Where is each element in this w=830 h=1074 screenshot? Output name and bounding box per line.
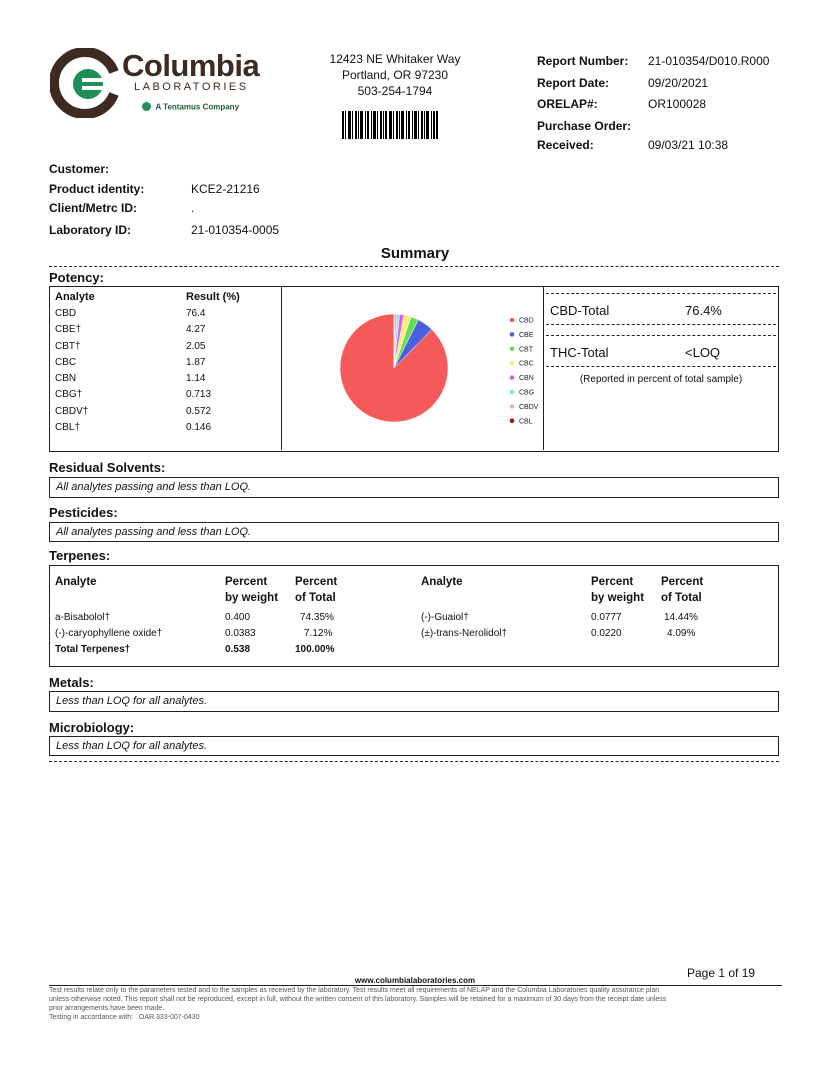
terpene-row — [421, 626, 698, 642]
legend-dot-cbe — [510, 332, 515, 337]
testing-value: OAR 333-007-0430 — [138, 1014, 200, 1021]
analyte-name: CBT† — [55, 340, 81, 352]
potency-row — [55, 387, 211, 403]
barcode — [342, 111, 438, 139]
legend-label-cbl: CBL — [519, 418, 533, 426]
legend-label-cbg: CBG — [519, 389, 535, 397]
lab-phone: 503-254-1794 — [357, 84, 433, 98]
analyte-result: 1.87 — [186, 356, 206, 368]
terpene-total-pot: 100.00% — [295, 644, 335, 655]
potency-rows — [55, 306, 211, 436]
purchase-order-label: Purchase Order: — [537, 118, 632, 133]
customer-label: Customer: — [49, 162, 110, 176]
lab-parent: A Tentamus Company — [155, 102, 240, 112]
terpene-pot: 14.44% — [664, 612, 698, 623]
terpene-pot: 4.09% — [667, 628, 696, 639]
customer-value — [191, 160, 279, 180]
terpene-pot: 74.35% — [300, 612, 334, 623]
potency-box — [49, 286, 779, 452]
analyte-name: CBDV† — [55, 405, 89, 417]
terp-h-pbw1-right: Percent — [591, 576, 634, 588]
laboratory-id: 21-010354-0005 — [191, 222, 280, 237]
legend-label-cbc: CBC — [519, 360, 534, 368]
lab-name: Columbia — [122, 48, 260, 83]
cbd-total-label: CBD-Total — [550, 303, 610, 318]
micro-note: Less than LOQ for all analytes. — [56, 740, 208, 752]
metals-title: Metals: — [49, 675, 94, 690]
analyte-result: 0.146 — [186, 422, 212, 434]
potency-row — [55, 404, 211, 420]
analyte-result: 4.27 — [186, 324, 206, 336]
lab-sub: LABORATORIES — [134, 81, 249, 93]
legend-dot-cbg — [510, 390, 515, 395]
potency-col-analyte: Analyte — [55, 291, 95, 303]
divider — [49, 761, 779, 762]
thc-total-label: THC-Total — [550, 345, 609, 360]
received-label: Received: — [537, 138, 594, 152]
terpene-pbw: 0.0383 — [225, 628, 256, 639]
terp-h-pbw2-right: by weight — [591, 592, 645, 604]
terp-h-pot2-right: of Total — [661, 592, 702, 604]
client-id: . — [191, 201, 195, 215]
residual-box — [49, 477, 779, 498]
legend-label-cbd: CBD — [519, 317, 534, 325]
report-number: 21-010354/D010.R000 — [648, 54, 770, 68]
page-number: Page 1 of 19 — [687, 966, 756, 980]
terpene-name: (-)-caryophyllene oxide† — [55, 628, 163, 639]
divider — [49, 266, 779, 267]
terp-h-pot1: Percent — [295, 576, 338, 588]
company-logo — [50, 48, 265, 118]
purchase-order — [648, 116, 769, 138]
residual-title: Residual Solvents: — [49, 460, 166, 475]
legend-dot-cbt — [510, 347, 515, 352]
analyte-name: CBC — [55, 356, 77, 368]
potency-row — [55, 306, 211, 322]
potency-pie-chart — [283, 289, 543, 449]
terpene-total-pbw: 0.538 — [225, 644, 251, 655]
legend-label-cbe: CBE — [519, 331, 534, 339]
totals-note: (Reported in percent of total sample) — [579, 374, 743, 385]
potency-col-result: Result (%) — [186, 291, 240, 303]
product-identity: KCE2-21216 — [191, 181, 260, 196]
report-date-label: Report Date: — [537, 75, 610, 90]
lab-address-line1: 12423 NE Whitaker Way — [329, 52, 461, 66]
tentamus-icon — [142, 102, 151, 111]
analyte-name: CBL† — [55, 422, 81, 434]
pesticides-note: All analytes passing and less than LOQ. — [56, 526, 252, 538]
terp-h-pot1-right: Percent — [661, 576, 704, 588]
disclaimer-line: Test results relate only to the parameters tested and to the samples as received by the laboratory. Test results meet all requirements of NELAP and the Columbia Laboratories quality assurance plan — [49, 987, 660, 994]
terpene-pbw: 0.0220 — [591, 628, 622, 639]
legend-dot-cbn — [510, 375, 515, 380]
analyte-result: 0.572 — [186, 405, 212, 417]
legend-label-cbdv: CBDV — [519, 403, 539, 411]
metals-note: Less than LOQ for all analytes. — [56, 695, 208, 707]
terpene-name: a-Bisabolol† — [55, 612, 111, 623]
disclaimer-line: prior arrangements have been made. — [49, 1005, 165, 1012]
thc-total-value: <LOQ — [685, 345, 721, 360]
received-date: 09/03/21 10:38 — [648, 138, 729, 152]
legend-dot-cbd — [510, 318, 515, 323]
terpene-pot: 7.12% — [304, 628, 333, 639]
cbd-total-value: 76.4% — [685, 303, 722, 318]
terpene-total-name: Total Terpenes† — [55, 644, 131, 655]
terp-h-analyte: Analyte — [55, 576, 97, 588]
potency-row — [55, 420, 211, 436]
potency-row — [55, 339, 211, 355]
analyte-result: 76.4 — [186, 308, 206, 319]
terp-h-pbw1: Percent — [225, 576, 268, 588]
analyte-result: 0.713 — [186, 389, 212, 401]
legend-label-cbt: CBT — [519, 346, 533, 354]
terp-h-pot2: of Total — [295, 592, 336, 604]
residual-note: All analytes passing and less than LOQ. — [56, 481, 252, 493]
micro-box — [49, 736, 779, 756]
laboratory-id-label: Laboratory ID: — [49, 222, 132, 237]
orelap-label: ORELAP#: — [537, 97, 598, 111]
testing-label: Testing in accordance with: — [49, 1014, 134, 1021]
legend-dot-cbdv — [510, 404, 515, 409]
footer-website[interactable]: www.columbialaboratories.com — [354, 976, 476, 985]
analyte-name: CBG† — [55, 389, 83, 401]
client-id-label: Client/Metrc ID: — [49, 201, 138, 215]
terpene-total-row — [55, 642, 334, 658]
potency-row — [55, 371, 211, 387]
report-number-label: Report Number: — [537, 54, 629, 68]
lab-address-line2: Portland, OR 97230 — [341, 68, 449, 82]
terp-h-analyte-right: Analyte — [421, 576, 463, 588]
report-date: 09/20/2021 — [648, 75, 709, 90]
potency-title: Potency: — [49, 270, 104, 285]
analyte-result: 2.05 — [186, 340, 206, 352]
product-identity-label: Product identity: — [49, 181, 145, 196]
pesticides-title: Pesticides: — [49, 505, 118, 520]
legend-label-cbn: CBN — [519, 375, 534, 383]
terpene-pbw: 0.400 — [225, 612, 251, 623]
micro-title: Microbiology: — [49, 720, 135, 735]
columbia-c-logo-icon — [50, 48, 120, 118]
analyte-name: CBE† — [55, 324, 82, 336]
terpene-row — [421, 610, 698, 626]
metals-box — [49, 691, 779, 712]
terpenes-box — [49, 565, 779, 667]
legend-dot-cbc — [510, 361, 515, 366]
terpenes-title: Terpenes: — [49, 548, 111, 563]
terp-h-pbw2: by weight — [225, 592, 279, 604]
legend-dot-cbl — [510, 419, 515, 424]
analyte-name: CBD — [55, 308, 77, 319]
potency-row — [55, 355, 211, 371]
terpene-name: (±)-trans-Nerolidol† — [421, 628, 508, 639]
terpene-name: (-)-Guaiol† — [421, 612, 469, 623]
pesticides-box — [49, 522, 779, 542]
terpene-row — [55, 610, 334, 626]
disclaimer-line: unless otherwise noted. This report shall not be reproduced, except in full, without the written consent of this laboratory. Samples will be retained for a maximum of 30 days from the receipt date unless — [49, 996, 667, 1003]
potency-row — [55, 322, 211, 338]
terpene-pbw: 0.0777 — [591, 612, 622, 623]
analyte-result: 1.14 — [186, 373, 206, 385]
analyte-name: CBN — [55, 373, 77, 385]
summary-title: Summary — [380, 245, 450, 262]
terpene-row — [55, 626, 334, 642]
orelap-number: OR100028 — [648, 97, 707, 111]
